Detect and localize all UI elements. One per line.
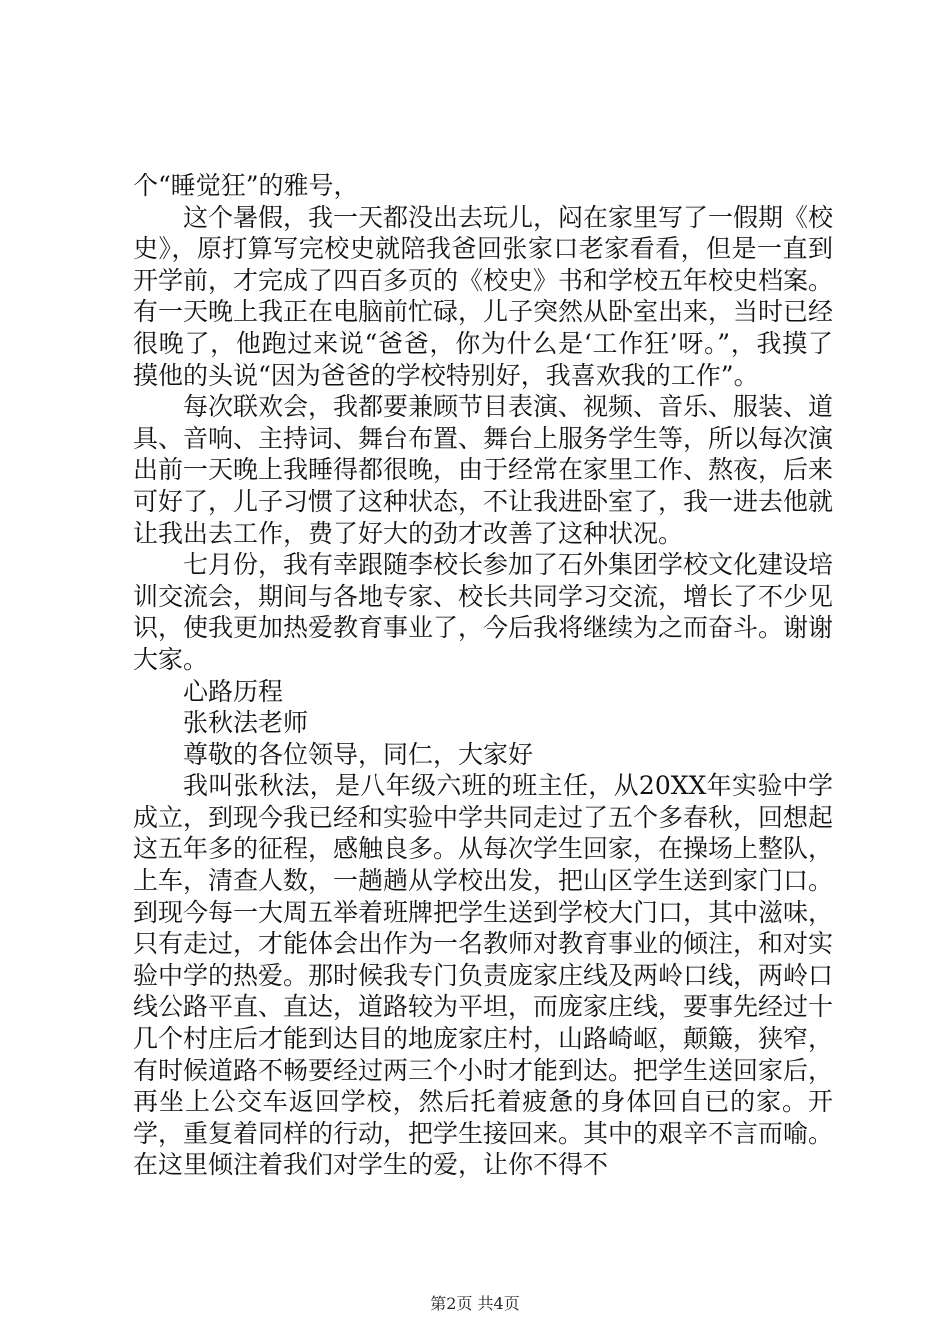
page-number-footer: 第2页 共4页 — [430, 1294, 520, 1313]
paragraph-party: 每次联欢会，我都要兼顾节目表演、视频、音乐、服装、道具、音响、主持词、舞台布置、舞台上服务学生等，所以每次演出前一天晚上我睡得都很晚，由于经常在家里工作、熬夜，后来可好了，儿子习惯了这种状态，不让我进卧室了，我一进去他就让我出去工作，费了好大的劲才改善了这种状况。 — [133, 392, 834, 548]
paragraph-introduction: 我叫张秋法，是八年级六班的班主任，从20XX年实验中学成立，到现今我已经和实验中学共同走过了五个多春秋，回想起这五年多的征程，感触良多。从每次学生回家，在操场上整队，上车，清查人数，一趟趟从学校出发，把山区学生送到家门口。到现今每一大周五举着班牌把学生送到学校大门口，其中滋味，只有走过，才能体会出作为一名教师对教育事业的倾注，和对实验中学的热爱。那时候我专门负责庞家庄线及两岭口线，两岭口线公路平直、直达，道路较为平坦，而庞家庄线，要事先经过十几个村庄后才能到达目的地庞家庄村，山路崎岖，颠簸，狭窄，有时候道路不畅要经过两三个小时才能到达。把学生送回家后，再坐上公交车返回学校，然后托着疲惫的身体回自已的家。开学，重复着同样的行动，把学生接回来。其中的艰辛不言而喻。在这里倾注着我们对学生的爱，让你不得不 — [133, 771, 834, 1180]
greeting: 尊敬的各位领导，同仁，大家好 — [183, 739, 534, 769]
document-body — [133, 170, 833, 1181]
paragraph-continuation: 个“睡觉狂”的雅号， — [133, 171, 359, 200]
paragraph-summer-history: 这个暑假，我一天都没出去玩儿，闷在家里写了一假期《校史》，原打算写完校史就陪我爸回张家口老家看看，但是一直到开学前，才完成了四百多页的《校史》书和学校五年校史档案。有一天晚上我正在电脑前忙碌，儿子突然从卧室出来，当时已经很晚了，他跑过来说“爸爸，你为什么是‘工作狂’呀。”，我摸了摸他的头说“因为爸爸的学校特别好，我喜欢我的工作”。 — [133, 202, 834, 390]
speaker-name: 张秋法老师 — [183, 708, 309, 738]
paragraph-july: 七月份，我有幸跟随李校长参加了石外集团学校文化建设培训交流会，期间与各地专家、校长共同学习交流，增长了不少见识，使我更加热爱教育事业了，今后我将继续为之而奋斗。谢谢大家。 — [133, 550, 834, 674]
section-title: 心路历程 — [183, 676, 284, 706]
